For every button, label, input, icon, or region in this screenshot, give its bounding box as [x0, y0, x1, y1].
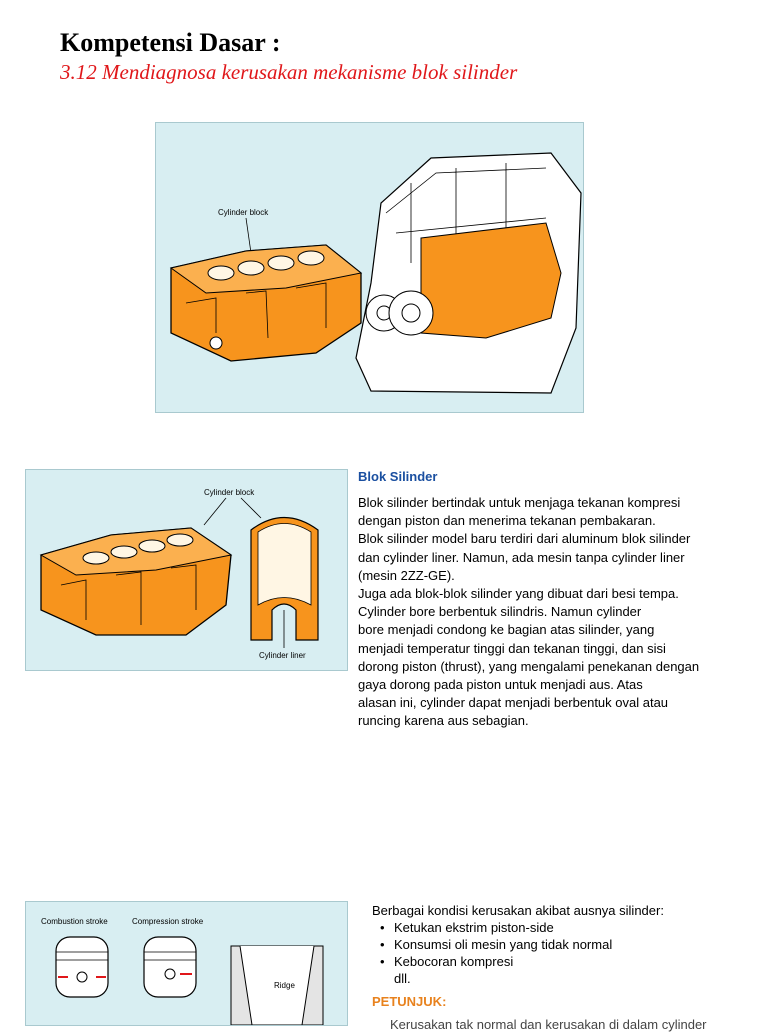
etc-label: dll.	[394, 971, 411, 986]
paragraph-line: Cylinder bore berbentuk silindris. Namun cylinder	[358, 604, 642, 620]
damage-list	[372, 919, 612, 970]
page-title: Kompetensi Dasar :	[60, 28, 281, 57]
list-item: • Ketukan ekstrim piston-side	[372, 919, 612, 936]
combustion-stroke-label: Combustion stroke	[41, 917, 108, 926]
cylinder-block-label: Cylinder block	[218, 208, 269, 217]
engine-figure	[155, 122, 584, 413]
paragraph-line: Blok silinder model baru terdiri dari aluminum blok silinder	[358, 531, 691, 547]
damage-intro: Berbagai kondisi kerusakan akibat ausnya silinder:	[372, 903, 664, 918]
engine-illustration	[156, 123, 583, 412]
paragraph-line: dengan piston dan menerima tekanan pembakaran.	[358, 513, 656, 529]
block-liner-figure	[25, 469, 348, 671]
cylinder-liner-label: Cylinder liner	[259, 651, 306, 660]
paragraph-line: menjadi temperatur tinggi dan tekanan tinggi, dan sisi	[358, 640, 666, 656]
paragraph-line: bore menjadi condong ke bagian atas silinder, yang	[358, 622, 655, 638]
paragraph-line: gaya dorong pada piston untuk menjadi aus. Atas	[358, 677, 643, 693]
paragraph-line: dan cylinder liner. Namun, ada mesin tanpa cylinder liner	[358, 549, 685, 565]
section-heading: Blok Silinder	[358, 469, 438, 484]
paragraph-line: Juga ada blok-blok silinder yang dibuat dari besi tempa.	[358, 586, 679, 602]
piston-wear-illustration	[26, 902, 347, 1025]
paragraph-line: (mesin 2ZZ-GE).	[358, 567, 455, 583]
piston-wear-figure	[25, 901, 348, 1026]
page-subtitle: 3.12 Mendiagnosa kerusakan mekanisme blok silinder	[60, 60, 518, 84]
paragraph-line: dorong piston (thrust), yang mengalami penekanan dengan	[358, 658, 700, 674]
paragraph-line: runcing karena aus sebagian.	[358, 713, 529, 729]
ridge-label: Ridge	[274, 981, 295, 990]
paragraph-line: alasan ini, cylinder dapat menjadi berbentuk oval atau	[358, 695, 669, 711]
paragraph-line: Blok silinder bertindak untuk menjaga tekanan kompresi	[358, 495, 681, 510]
section-paragraph	[358, 494, 758, 731]
list-item: • Konsumsi oli mesin yang tidak normal	[372, 936, 612, 953]
tip-heading: PETUNJUK:	[372, 994, 447, 1009]
tip-text: Kerusakan tak normal dan kerusakan di dalam cylinder	[390, 1017, 707, 1032]
cylinder-block-label-2: Cylinder block	[204, 488, 255, 497]
compression-stroke-label: Compression stroke	[132, 917, 204, 926]
list-item: • Kebocoran kompresi	[372, 953, 612, 970]
block-liner-illustration	[26, 470, 347, 670]
